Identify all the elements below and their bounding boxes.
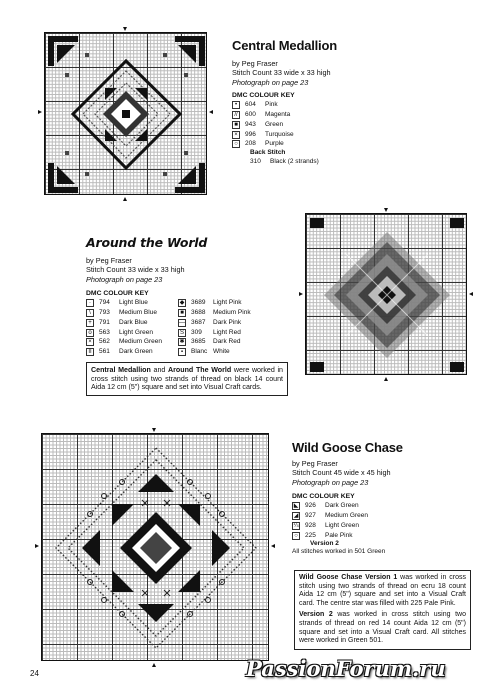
note-text: was worked in cross stitch using two strands of thread on red 14 count Aida 12 cm (5") square and set into a Visual Craft card. All stitches were worked in Green 501. (299, 611, 466, 645)
designer: by Peg Fraser (86, 256, 132, 265)
key-row: o 563 Light Green (86, 328, 162, 338)
designer: by Peg Fraser (292, 459, 338, 468)
center-marker-icon (152, 428, 156, 432)
stitch-count: Stitch Count 45 wide x 45 high (292, 468, 391, 478)
version-2-paragraph (299, 611, 466, 645)
photo-reference: Photograph on page 23 (292, 477, 369, 487)
key-row: ◆ 3689 Light Pink (179, 299, 242, 307)
key-row: ○ 208 Purple (232, 139, 432, 149)
key-row: — 3687 Dark Pink (179, 318, 242, 326)
center-marker-icon (38, 110, 42, 114)
stitch-count: Stitch Count 33 wide x 33 high (86, 265, 185, 275)
key-row: ▪ Blanc White (178, 347, 251, 357)
key-row: + 791 Dark Blue (86, 318, 162, 328)
wild-goose-chase-section (292, 440, 472, 556)
finishing-note-box: Central Medallion and Around The World were worked in cross stitch using two strands of thread on black 14 count Aida 12 cm (5") square and set into Visual Craft cards. (86, 362, 288, 396)
key-title: DMC COLOUR KEY (86, 290, 149, 298)
key-column-right (178, 298, 251, 357)
note-bold: Around The World (168, 366, 232, 374)
key-row: × 562 Medium Green (86, 337, 162, 347)
stitch-count: Stitch Count 33 wide x 33 high (232, 68, 331, 78)
central-medallion-chart (44, 32, 207, 195)
key-title: DMC COLOUR KEY (292, 493, 355, 501)
key-title: DMC COLOUR KEY (232, 92, 295, 100)
photo-reference: Photograph on page 23 (232, 77, 309, 87)
key-row: ○ 225 Pale Pink (292, 531, 472, 541)
key-row: S 309 Light Red (179, 328, 241, 336)
version-title: Version 2 (310, 540, 339, 548)
note-bold: Central Medallion (91, 366, 151, 374)
center-marker-icon (123, 197, 127, 201)
key-row: \ 793 Medium Blue (86, 308, 162, 318)
section-title: Central Medallion (232, 38, 337, 53)
note-bold: Version 2 (299, 611, 333, 619)
center-marker-icon (384, 208, 388, 212)
center-marker-icon (469, 292, 473, 296)
key-column-left (86, 298, 162, 357)
version-note: All stitches worked in 501 Green (292, 548, 386, 556)
around-the-world-section (86, 235, 286, 357)
center-marker-icon (271, 544, 275, 548)
designer: by Peg Fraser (232, 59, 278, 68)
center-marker-icon (35, 544, 39, 548)
section-title: Around the World (86, 235, 208, 250)
note-text: was worked in cross stitch using two strands of thread on ecru 18 count Aida 12 cm (5") square and set into a Visual Craft card. The centre star was filled with 225 Pale Pink. (299, 574, 466, 607)
watermark: PassionForum.ru (246, 656, 446, 681)
key-row: ■ 943 Green (232, 120, 432, 130)
key-row: × 996 Turquoise (232, 130, 432, 140)
key-row: ¼ 928 Light Green (293, 521, 359, 529)
back-stitch-row: 310 Black (2 strands) (250, 158, 319, 166)
section-title: Wild Goose Chase (292, 440, 403, 455)
center-marker-icon (152, 663, 156, 667)
wild-goose-note-box (294, 570, 471, 650)
key-row: • 604 Pink (232, 100, 432, 110)
note-text: were worked in cross stitch using two strands of thread on black 14 count Aida 12 cm (5") square and set into Visual Craft cards. (91, 366, 284, 392)
key-row: ✱ 3685 Dark Red (179, 338, 241, 346)
key-row: ◢ 927 Medium Green (293, 512, 368, 520)
key-row: // 600 Magenta (232, 110, 432, 120)
note-bold: Wild Goose Chase Version 1 (299, 574, 398, 581)
central-medallion-section (232, 38, 432, 167)
photo-reference: Photograph on page 23 (86, 274, 163, 284)
colour-key-table (86, 298, 286, 357)
center-marker-icon (299, 292, 303, 296)
center-marker-icon (123, 27, 127, 31)
wild-goose-chase-chart (41, 433, 269, 661)
key-row: ◣ 926 Dark Green (293, 502, 359, 510)
center-marker-icon (384, 377, 388, 381)
key-row: ■ 3688 Medium Pink (178, 308, 251, 318)
version-1-paragraph (299, 574, 466, 608)
back-stitch-title: Back Stitch (250, 149, 286, 157)
key-row: II 561 Dark Green (86, 347, 162, 357)
key-row: · 794 Light Blue (86, 298, 162, 308)
page-number: 24 (30, 669, 39, 678)
around-the-world-chart (305, 213, 467, 375)
center-marker-icon (209, 110, 213, 114)
